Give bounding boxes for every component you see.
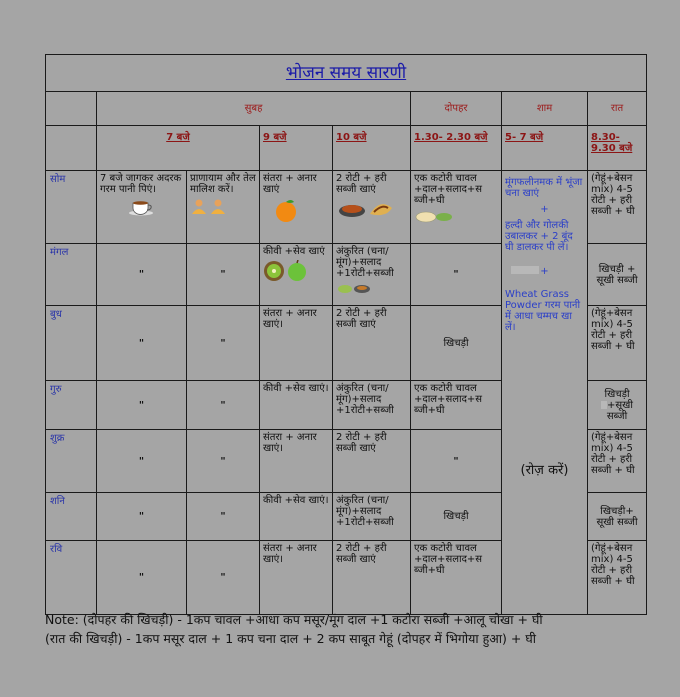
corner-cell-2 [46, 126, 97, 171]
thursday-pranayam: " [187, 381, 260, 430]
saturday-pranayam: " [187, 493, 260, 541]
friday-7am: " [97, 430, 187, 493]
thursday-lunch: एक कटोरी चावल +दाल+सलाद+स ब्जी+घी [411, 381, 502, 430]
kiwi-apple-icon [263, 260, 311, 282]
evening-column [502, 171, 588, 615]
saturday-10am: अंकुरित (चना/मूंग)+सलाद +1रोटी+सब्जी [333, 493, 411, 541]
friday-10am: 2 रोटी + हरी सब्जी खाएं [333, 430, 411, 493]
day-saturday: शनि [46, 493, 97, 541]
monday-7am-text: 7 बजे जागकर अदरक गरम पानी पिएं। [100, 173, 182, 195]
monday-lunch [411, 171, 502, 244]
wednesday-lunch: खिचड़ी [411, 306, 502, 381]
thursday-night [588, 381, 647, 430]
day-friday: शुक्र [46, 430, 97, 493]
plus-separator-1: + [540, 204, 549, 215]
monday-10am [333, 171, 411, 244]
monday-night: (गेहूं+बेसन mix) 4-5 रोटी + हरी सब्जी + घी [588, 171, 647, 244]
thursday-9am: कीवी +सेव खाएं। [260, 381, 333, 430]
title-cell [46, 55, 647, 92]
wednesday-night: (गेहूं+बेसन mix) 4-5 रोटी + हरी सब्जी + घी [588, 306, 647, 381]
period-evening: शाम [502, 92, 588, 126]
day-tuesday: मंगल [46, 244, 97, 306]
saturday-night-line-2: सूखी सब्जी [596, 516, 638, 528]
tuesday-9am-text: कीवी +सेव खाएं [263, 246, 325, 257]
friday-9am: संतरा + अनार खाएं। [260, 430, 333, 493]
monday-9am [260, 171, 333, 244]
sunday-10am: 2 रोटी + हरी सब्जी खाएं [333, 541, 411, 615]
salad-bowl-icon [336, 282, 376, 294]
monday-9am-text: संतरा + अनार खाएं [263, 173, 317, 195]
tuesday-9am [260, 244, 333, 306]
evening-line-1: मूंगफलीनमक में भूंजा चना खाएं [505, 177, 583, 199]
tuesday-night: खिचड़ी + सूखी सब्जी [588, 244, 647, 306]
meditation-icon [190, 198, 230, 216]
notes [45, 610, 665, 648]
thursday-7am: " [97, 381, 187, 430]
monday-pranayam [187, 171, 260, 244]
time-lunch: 1.30- 2.30 बजे [411, 126, 502, 171]
wednesday-7am: " [97, 306, 187, 381]
thali-icon [414, 209, 454, 223]
day-thursday: गुरु [46, 381, 97, 430]
sunday-lunch: एक कटोरी चावल +दाल+सलाद+स ब्जी+घी [411, 541, 502, 615]
tuesday-10am-text: अंकुरित (चना/मूंग)+सलाद +1रोटी+सब्जी [336, 246, 394, 279]
saturday-7am: " [97, 493, 187, 541]
monday-10am-text: 2 रोटी + हरी सब्जी खाएं [336, 173, 387, 195]
period-morning: सुबह [97, 92, 411, 126]
evening-line-2: हल्दी और गोलकी उबालकर + 2 बूंद घी डालकर पी लें। [505, 220, 573, 253]
day-wednesday: बुध [46, 306, 97, 381]
corner-cell [46, 92, 97, 126]
sunday-pranayam: " [187, 541, 260, 615]
note-line-1: Note: (दोपहर की खिचड़ी) - 1कप चावल +आधा कप मसूर/मूंग दाल +1 कटोरा सब्जी +आलू चोखा + घी [45, 612, 543, 627]
thursday-night-line-2: +सूखी सब्जी [606, 399, 633, 422]
wednesday-pranayam: " [187, 306, 260, 381]
tuesday-7am: " [97, 244, 187, 306]
tuesday-pranayam: " [187, 244, 260, 306]
friday-night: (गेहूं+बेसन mix) 4-5 रोटी + हरी सब्जी + घी [588, 430, 647, 493]
sunday-7am: " [97, 541, 187, 615]
page-title: भोजन समय सारणी [285, 63, 407, 83]
thursday-10am: अंकुरित (चना/मूंग)+सलाद +1रोटी+सब्जी [333, 381, 411, 430]
meal-timetable [45, 54, 647, 615]
period-night: रात [588, 92, 647, 126]
saturday-night [588, 493, 647, 541]
daily-note: (रोज़ करें) [520, 463, 569, 478]
note-line-2: (रात की खिचड़ी) - 1कप मसूर दाल + 1 कप चना दाल + 2 कप साबूत गेहूं (दोपहर में भिगोया हुआ) + घी [45, 631, 536, 646]
time-9: 9 बजे [260, 126, 333, 171]
friday-lunch: " [411, 430, 502, 493]
tea-cup-icon [128, 198, 156, 216]
time-evening: 5- 7 बजे [502, 126, 588, 171]
friday-pranayam: " [187, 430, 260, 493]
highlight-mark [511, 266, 539, 274]
time-night: 8.30-9.30 बजे [588, 126, 647, 171]
period-noon: दोपहर [411, 92, 502, 126]
monday-lunch-text: एक कटोरी चावल +दाल+सलाद+स ब्जी+घी [414, 173, 483, 206]
plus-separator-2: + [540, 266, 549, 277]
day-monday: सोम [46, 171, 97, 244]
saturday-9am: कीवी +सेव खाएं। [260, 493, 333, 541]
evening-line-3: Wheat Grass Powder गरम पानी में आधा चम्मच खा लें। [505, 289, 581, 333]
orange-icon [273, 198, 299, 222]
time-7: 7 बजे [97, 126, 260, 171]
saturday-lunch: खिचड़ी [411, 493, 502, 541]
tuesday-10am [333, 244, 411, 306]
curry-plate-icon [336, 198, 396, 220]
sunday-9am: संतरा + अनार खाएं। [260, 541, 333, 615]
monday-7am [97, 171, 187, 244]
wednesday-10am: 2 रोटी + हरी सब्जी खाएं [333, 306, 411, 381]
monday-pranayam-text: प्राणायाम और तेल मालिश करें। [190, 173, 256, 195]
day-sunday: रवि [46, 541, 97, 615]
wednesday-9am: संतरा + अनार खाएं। [260, 306, 333, 381]
sunday-night: (गेहूं+बेसन mix) 4-5 रोटी + हरी सब्जी + घी [588, 541, 647, 615]
saturday-night-line-1: खिचड़ी+ [600, 505, 634, 517]
tuesday-lunch: " [411, 244, 502, 306]
thursday-night-line-1: खिचड़ी [604, 388, 630, 400]
time-10: 10 बजे [333, 126, 411, 171]
